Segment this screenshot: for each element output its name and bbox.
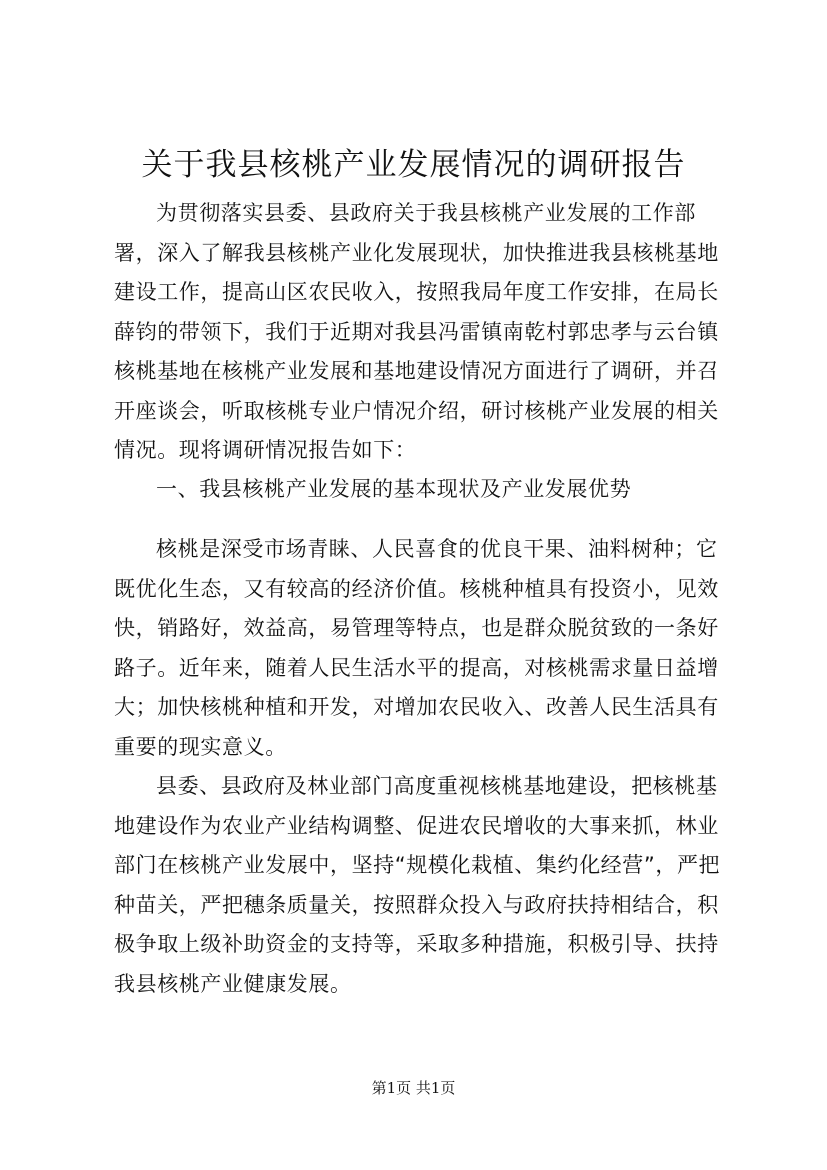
intro-paragraph: 为贯彻落实县委、县政府关于我县核桃产业发展的工作部署，深入了解我县核桃产业化发展现状，加快推进我县核桃基地建设工作，提高山区农民收入，按照我局年度工作安排，在局长薛钧的带领下，我们于近期对我县冯雷镇南乾村郭忠孝与云台镇核桃基地在核桃产业发展和基地建设情况方面进行了调研，并召开座谈会，听取核桃专业户情况介绍，研讨核桃产业发展的相关情况。现将调研情况报告如下：: [114, 201, 719, 462]
body-paragraph-government-support: 县委、县政府及林业部门高度重视核桃基地建设，把核桃基地建设作为农业产业结构调整、促进农民增收的大事来抓，林业部门在核桃产业发展中，坚持“规模化栽植、集约化经营”，严把种苗关，严把穗条质量关，按照群众投入与政府扶持相结合，积极争取上级补助资金的支持等，采取多种措施，积极引导、扶持我县核桃产业健康发展。: [114, 774, 721, 996]
section-heading: 一、我县核桃产业发展的基本现状及产业发展优势: [156, 477, 632, 501]
document-title: 关于我县核桃产业发展情况的调研报告: [141, 147, 686, 183]
body-paragraph-walnut-value: 核桃是深受市场青睐、人民喜食的优良干果、油料树种；它既优化生态，又有较高的经济价值。核桃种植具有投资小，见效快，销路好，效益高，易管理等特点，也是群众脱贫致的一条好路子。近年来，随着人民生活水平的提高，对核桃需求量日益增大；加快核桃种植和开发，对增加农民收入、改善人民生活具有重要的现实意义。: [114, 537, 719, 759]
page-number-footer: 第1页 共1页: [371, 1079, 456, 1097]
